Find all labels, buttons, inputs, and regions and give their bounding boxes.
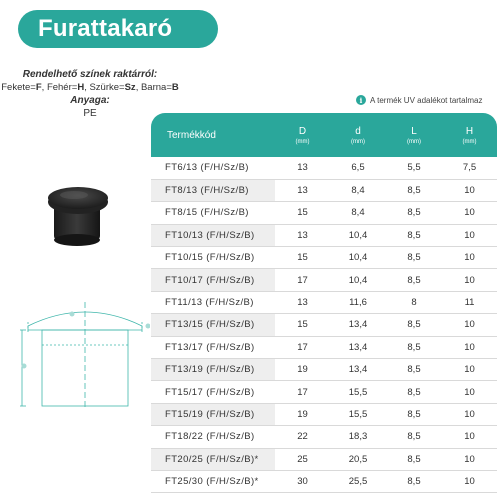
- product-code-cell: FT6/13 (F/H/Sz/B): [151, 157, 275, 179]
- dimension-cell: 15: [275, 314, 330, 336]
- dimension-cell: 13,4: [330, 314, 386, 336]
- table-row: [151, 426, 497, 448]
- table-row: [151, 291, 497, 313]
- dimension-cell: 10: [442, 448, 497, 470]
- dimension-cell: 10: [442, 403, 497, 425]
- dimension-cell: 8,5: [386, 470, 442, 492]
- product-table: [151, 113, 497, 493]
- dimension-cell: 8,5: [386, 179, 442, 201]
- dimension-cell: 30: [275, 470, 330, 492]
- dimension-cell: 11: [442, 291, 497, 313]
- technical-drawing: [20, 300, 150, 410]
- product-code-cell: FT13/15 (F/H/Sz/B): [151, 314, 275, 336]
- table-row: [151, 359, 497, 381]
- dimension-cell: 13: [275, 157, 330, 179]
- column-header-code: Termékkód: [151, 113, 275, 157]
- dimension-cell: 10: [442, 314, 497, 336]
- dimension-cell: 8,5: [386, 224, 442, 246]
- material-value: PE: [83, 108, 97, 119]
- product-code-cell: FT15/17 (F/H/Sz/B): [151, 381, 275, 403]
- dimension-cell: 13,4: [330, 336, 386, 358]
- dimension-cell: 22: [275, 426, 330, 448]
- dimension-cell: 10: [442, 269, 497, 291]
- dimension-cell: 8: [386, 291, 442, 313]
- product-code-cell: FT18/22 (F/H/Sz/B): [151, 426, 275, 448]
- info-icon: i: [356, 95, 366, 105]
- product-code-cell: FT10/13 (F/H/Sz/B): [151, 224, 275, 246]
- product-code-cell: FT10/15 (F/H/Sz/B): [151, 247, 275, 269]
- table-row: [151, 202, 497, 224]
- dimension-cell: 8,5: [386, 359, 442, 381]
- dimension-cell: 8,5: [386, 314, 442, 336]
- table-row: [151, 470, 497, 492]
- dimension-cell: 10,4: [330, 269, 386, 291]
- table-row: [151, 448, 497, 470]
- table-row: [151, 403, 497, 425]
- material-heading: Anyaga:: [70, 95, 110, 106]
- table-row: [151, 336, 497, 358]
- dimension-cell: 19: [275, 403, 330, 425]
- column-header-d: d (mm): [330, 113, 386, 157]
- dimension-cell: 15,5: [330, 403, 386, 425]
- product-code-cell: FT8/13 (F/H/Sz/B): [151, 179, 275, 201]
- page-title-banner: [18, 10, 218, 48]
- column-header-D: D (mm): [275, 113, 330, 157]
- dimension-cell: 10: [442, 179, 497, 201]
- dimension-cell: 13: [275, 224, 330, 246]
- product-code-cell: FT13/17 (F/H/Sz/B): [151, 336, 275, 358]
- dimension-cell: 10: [442, 381, 497, 403]
- uv-note-text: A termék UV adalékot tartalmaz: [370, 95, 483, 105]
- dimension-cell: 8,5: [386, 426, 442, 448]
- dimension-cell: 15,5: [330, 381, 386, 403]
- product-photo: [44, 180, 112, 250]
- colors-list: Fekete=F, Fehér=H, Szürke=Sz, Barna=B: [1, 82, 179, 93]
- dimension-cell: 8,5: [386, 448, 442, 470]
- table-row: [151, 157, 497, 179]
- dimension-cell: 20,5: [330, 448, 386, 470]
- table-row: [151, 269, 497, 291]
- dimension-cell: 10: [442, 224, 497, 246]
- dimension-cell: 10: [442, 426, 497, 448]
- dimension-cell: 8,5: [386, 247, 442, 269]
- product-code-cell: FT25/30 (F/H/Sz/B)*: [151, 470, 275, 492]
- table-row: [151, 247, 497, 269]
- dimension-cell: 15: [275, 202, 330, 224]
- dimension-cell: 8,5: [386, 202, 442, 224]
- table-header-row: [151, 113, 497, 157]
- dimension-cell: 13,4: [330, 359, 386, 381]
- dimension-cell: 8,5: [386, 269, 442, 291]
- product-code-cell: FT11/13 (F/H/Sz/B): [151, 291, 275, 313]
- dimension-cell: 6,5: [330, 157, 386, 179]
- dimension-cell: 17: [275, 381, 330, 403]
- product-code-cell: FT8/15 (F/H/Sz/B): [151, 202, 275, 224]
- dimension-cell: 19: [275, 359, 330, 381]
- dimension-cell: 8,5: [386, 403, 442, 425]
- column-header-L: L (mm): [386, 113, 442, 157]
- dimension-cell: 17: [275, 269, 330, 291]
- dimension-cell: 5,5: [386, 157, 442, 179]
- product-code-cell: FT10/17 (F/H/Sz/B): [151, 269, 275, 291]
- dimension-cell: 11,6: [330, 291, 386, 313]
- dimension-cell: 25: [275, 448, 330, 470]
- dimension-cell: 7,5: [442, 157, 497, 179]
- table-row: [151, 381, 497, 403]
- table-row: [151, 179, 497, 201]
- dimension-cell: 17: [275, 336, 330, 358]
- table-row: [151, 224, 497, 246]
- uv-note: [356, 95, 483, 105]
- page-title: Furattakaró: [38, 15, 173, 42]
- dimension-cell: 10: [442, 359, 497, 381]
- dimension-cell: 10: [442, 470, 497, 492]
- dimension-cell: 15: [275, 247, 330, 269]
- dimension-cell: 18,3: [330, 426, 386, 448]
- dimension-cell: 8,4: [330, 202, 386, 224]
- product-code-cell: FT13/19 (F/H/Sz/B): [151, 359, 275, 381]
- product-code-cell: FT20/25 (F/H/Sz/B)*: [151, 448, 275, 470]
- product-code-cell: FT15/19 (F/H/Sz/B): [151, 403, 275, 425]
- table-row: [151, 314, 497, 336]
- dimension-cell: 13: [275, 179, 330, 201]
- dimension-cell: 10: [442, 247, 497, 269]
- column-header-H: H (mm): [442, 113, 497, 157]
- dimension-cell: 10: [442, 202, 497, 224]
- dimension-cell: 8,5: [386, 381, 442, 403]
- dimension-cell: 13: [275, 291, 330, 313]
- dimension-cell: 10,4: [330, 247, 386, 269]
- dimension-cell: 10,4: [330, 224, 386, 246]
- colors-heading: Rendelhető színek raktárról:: [22, 69, 158, 80]
- dimension-cell: 8,4: [330, 179, 386, 201]
- dimension-cell: 8,5: [386, 336, 442, 358]
- dimension-cell: 10: [442, 336, 497, 358]
- dimension-cell: 25,5: [330, 470, 386, 492]
